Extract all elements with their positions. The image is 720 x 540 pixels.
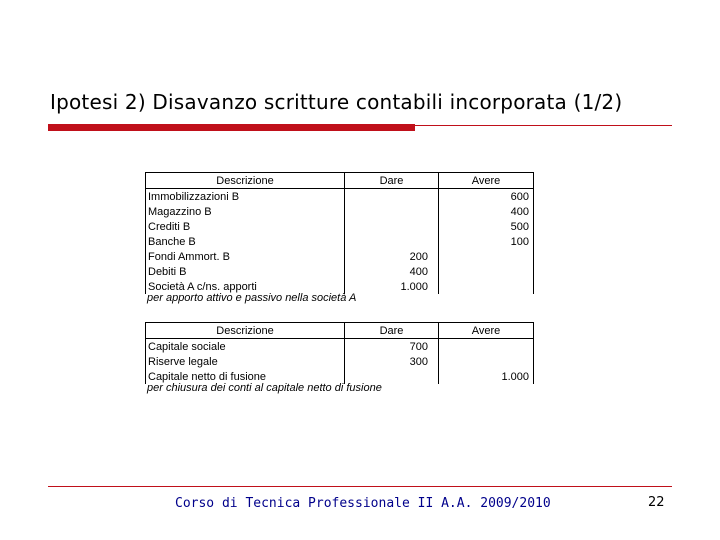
- table-1-note: per apporto attivo e passivo nella società A: [147, 292, 357, 304]
- row-avere: 400: [439, 204, 534, 219]
- header-descrizione: Descrizione: [146, 323, 345, 339]
- slide-title: Ipotesi 2) Disavanzo scritture contabili incorporata (1/2): [50, 90, 623, 114]
- row-dare: [345, 219, 439, 234]
- header-avere: Avere: [439, 323, 534, 339]
- row-description: Immobilizzazioni B: [146, 189, 345, 205]
- row-description: Società A c/ns. apporti: [146, 279, 345, 294]
- header-dare: Dare: [345, 173, 439, 189]
- row-avere: [439, 339, 534, 355]
- row-dare: [345, 204, 439, 219]
- row-description: Riserve legale: [146, 354, 345, 369]
- row-description: Crediti B: [146, 219, 345, 234]
- title-underline-thin: [415, 125, 672, 126]
- row-avere: 500: [439, 219, 534, 234]
- table-header-row: [146, 323, 534, 339]
- row-description: Fondi Ammort. B: [146, 249, 345, 264]
- journal-entry-table-1: [145, 172, 534, 294]
- table-row: [146, 264, 534, 279]
- header-dare: Dare: [345, 323, 439, 339]
- row-description: Debiti B: [146, 264, 345, 279]
- row-avere: 1.000: [439, 369, 534, 384]
- row-description: Capitale netto di fusione: [146, 369, 345, 384]
- header-descrizione: Descrizione: [146, 173, 345, 189]
- table-row: [146, 189, 534, 205]
- row-avere: 100: [439, 234, 534, 249]
- row-dare: [345, 189, 439, 205]
- row-dare: 1.000: [345, 279, 439, 294]
- title-underline-thick: [48, 124, 415, 131]
- row-dare: 200: [345, 249, 439, 264]
- row-dare: 400: [345, 264, 439, 279]
- row-dare: 300: [345, 354, 439, 369]
- page-number: 22: [648, 495, 665, 510]
- row-avere: [439, 354, 534, 369]
- table-2-note: per chiusura dei conti al capitale netto di fusione: [147, 382, 382, 394]
- header-avere: Avere: [439, 173, 534, 189]
- table-row: [146, 354, 534, 369]
- table-header-row: [146, 173, 534, 189]
- footer-course-text: Corso di Tecnica Professionale II A.A. 2009/2010: [175, 496, 551, 511]
- table-row: [146, 234, 534, 249]
- table-row: [146, 204, 534, 219]
- table-row: [146, 219, 534, 234]
- row-avere: [439, 264, 534, 279]
- row-dare: 700: [345, 339, 439, 355]
- table-row: [146, 249, 534, 264]
- row-description: Banche B: [146, 234, 345, 249]
- journal-entry-table-2: [145, 322, 534, 384]
- row-description: Magazzino B: [146, 204, 345, 219]
- table-row: [146, 339, 534, 355]
- row-dare: [345, 234, 439, 249]
- footer-divider: [48, 486, 672, 487]
- row-description: Capitale sociale: [146, 339, 345, 355]
- row-avere: 600: [439, 189, 534, 205]
- row-avere: [439, 249, 534, 264]
- row-avere: [439, 279, 534, 294]
